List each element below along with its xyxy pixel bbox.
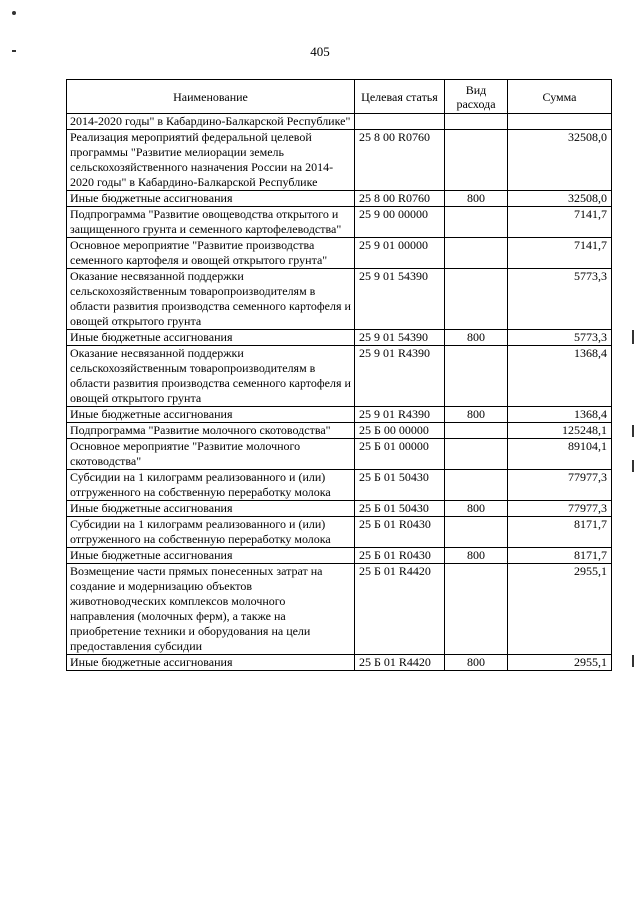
row-target-code-cell: 25 9 01 54390 [355,330,445,346]
row-amount-cell: 7141,7 [508,207,612,238]
table-row [67,346,612,407]
row-expense-type-cell [445,207,508,238]
row-amount-cell: 5773,3 [508,269,612,330]
row-amount-cell: 8171,7 [508,517,612,548]
row-target-code-cell: 25 Б 01 50430 [355,501,445,517]
row-amount-cell: 77977,3 [508,501,612,517]
row-expense-type-cell [445,269,508,330]
row-target-code-cell: 25 9 01 54390 [355,269,445,330]
table-row [67,407,612,423]
row-expense-type-cell [445,439,508,470]
row-amount-cell [508,114,612,130]
row-name-cell: Основное мероприятие "Развитие производства семенного картофеля и овощей открытого грунта" [67,238,355,269]
table-row [67,130,612,191]
row-target-code-cell: 25 9 01 R4390 [355,346,445,407]
row-name-cell: Основное мероприятие "Развитие молочного скотоводства" [67,439,355,470]
table-row [67,655,612,671]
row-target-code-cell: 25 8 00 R0760 [355,130,445,191]
row-target-code-cell: 25 9 01 R4390 [355,407,445,423]
row-amount-cell: 125248,1 [508,423,612,439]
row-amount-cell: 77977,3 [508,470,612,501]
row-expense-type-cell [445,423,508,439]
row-expense-type-cell: 800 [445,548,508,564]
row-expense-type-cell: 800 [445,501,508,517]
table-row [67,470,612,501]
row-target-code-cell: 25 Б 01 00000 [355,439,445,470]
row-amount-cell: 2955,1 [508,564,612,655]
table-row [67,423,612,439]
row-expense-type-cell [445,517,508,548]
header-name: Наименование [67,80,355,114]
row-name-cell: Иные бюджетные ассигнования [67,407,355,423]
table-row [67,207,612,238]
row-amount-cell: 5773,3 [508,330,612,346]
row-expense-type-cell [445,238,508,269]
row-target-code-cell: 25 Б 00 00000 [355,423,445,439]
row-target-code-cell: 25 9 00 00000 [355,207,445,238]
row-expense-type-cell [445,114,508,130]
row-target-code-cell: 25 Б 01 R4420 [355,655,445,671]
row-expense-type-cell: 800 [445,407,508,423]
header-amount: Сумма [508,80,612,114]
row-amount-cell: 7141,7 [508,238,612,269]
row-target-code-cell: 25 8 00 R0760 [355,191,445,207]
row-name-cell: Реализация мероприятий федеральной целевой программы "Развитие мелиорации земель сельскохозяйственного назначения России на 2014-2020 годы" в Кабардино-Балкарской Республике [67,130,355,191]
row-name-cell: Иные бюджетные ассигнования [67,501,355,517]
row-amount-cell: 1368,4 [508,346,612,407]
scan-mark [632,460,634,472]
header-type: Вид расхода [445,80,508,114]
row-name-cell: Иные бюджетные ассигнования [67,191,355,207]
row-target-code-cell: 25 Б 01 50430 [355,470,445,501]
table-row [67,238,612,269]
row-name-cell: Субсидии на 1 килограмм реализованного и (или) отгруженного на собственную переработку молока [67,517,355,548]
row-amount-cell: 32508,0 [508,130,612,191]
row-target-code-cell [355,114,445,130]
row-name-cell: Подпрограмма "Развитие молочного скотоводства" [67,423,355,439]
row-name-cell: Подпрограмма "Развитие овощеводства открытого и защищенного грунта и семенного картофелеводства" [67,207,355,238]
table-row [67,191,612,207]
row-name-cell: Иные бюджетные ассигнования [67,655,355,671]
row-target-code-cell: 25 Б 01 R0430 [355,548,445,564]
row-name-cell: Субсидии на 1 килограмм реализованного и (или) отгруженного на собственную переработку молока [67,470,355,501]
table-row [67,439,612,470]
table-row [67,517,612,548]
row-amount-cell: 8171,7 [508,548,612,564]
table-row [67,564,612,655]
table-header-row [67,80,612,114]
row-name-cell: Иные бюджетные ассигнования [67,330,355,346]
row-expense-type-cell: 800 [445,655,508,671]
row-expense-type-cell [445,130,508,191]
row-name-cell: Возмещение части прямых понесенных затрат на создание и модернизацию объектов животноводческих комплексов молочного направления (молочных ферм), а также на приобретение техники и оборудования на цели предоставления субсидии [67,564,355,655]
table-row [67,269,612,330]
scan-mark [12,11,16,15]
table-row [67,501,612,517]
table-row [67,114,612,130]
row-name-cell: Оказание несвязанной поддержки сельскохозяйственным товаропроизводителям в области развития производства семенного картофеля и овощей открытого грунта [67,269,355,330]
row-target-code-cell: 25 Б 01 R0430 [355,517,445,548]
table-row [67,548,612,564]
row-target-code-cell: 25 9 01 00000 [355,238,445,269]
row-expense-type-cell [445,470,508,501]
header-target: Целевая статья [355,80,445,114]
scan-mark [632,425,634,437]
row-expense-type-cell [445,564,508,655]
page-number: 405 [310,44,330,59]
row-amount-cell: 32508,0 [508,191,612,207]
row-expense-type-cell [445,346,508,407]
budget-table [66,79,612,671]
row-expense-type-cell: 800 [445,330,508,346]
row-name-cell: Оказание несвязанной поддержки сельскохозяйственным товаропроизводителям в области развития производства семенного картофеля и овощей открытого грунта [67,346,355,407]
row-amount-cell: 2955,1 [508,655,612,671]
scan-mark [632,330,634,344]
row-name-cell: Иные бюджетные ассигнования [67,548,355,564]
table-row [67,330,612,346]
row-expense-type-cell: 800 [445,191,508,207]
row-amount-cell: 1368,4 [508,407,612,423]
row-name-cell: 2014-2020 годы" в Кабардино-Балкарской Республике" [67,114,355,130]
row-amount-cell: 89104,1 [508,439,612,470]
row-target-code-cell: 25 Б 01 R4420 [355,564,445,655]
scan-mark [632,655,634,667]
